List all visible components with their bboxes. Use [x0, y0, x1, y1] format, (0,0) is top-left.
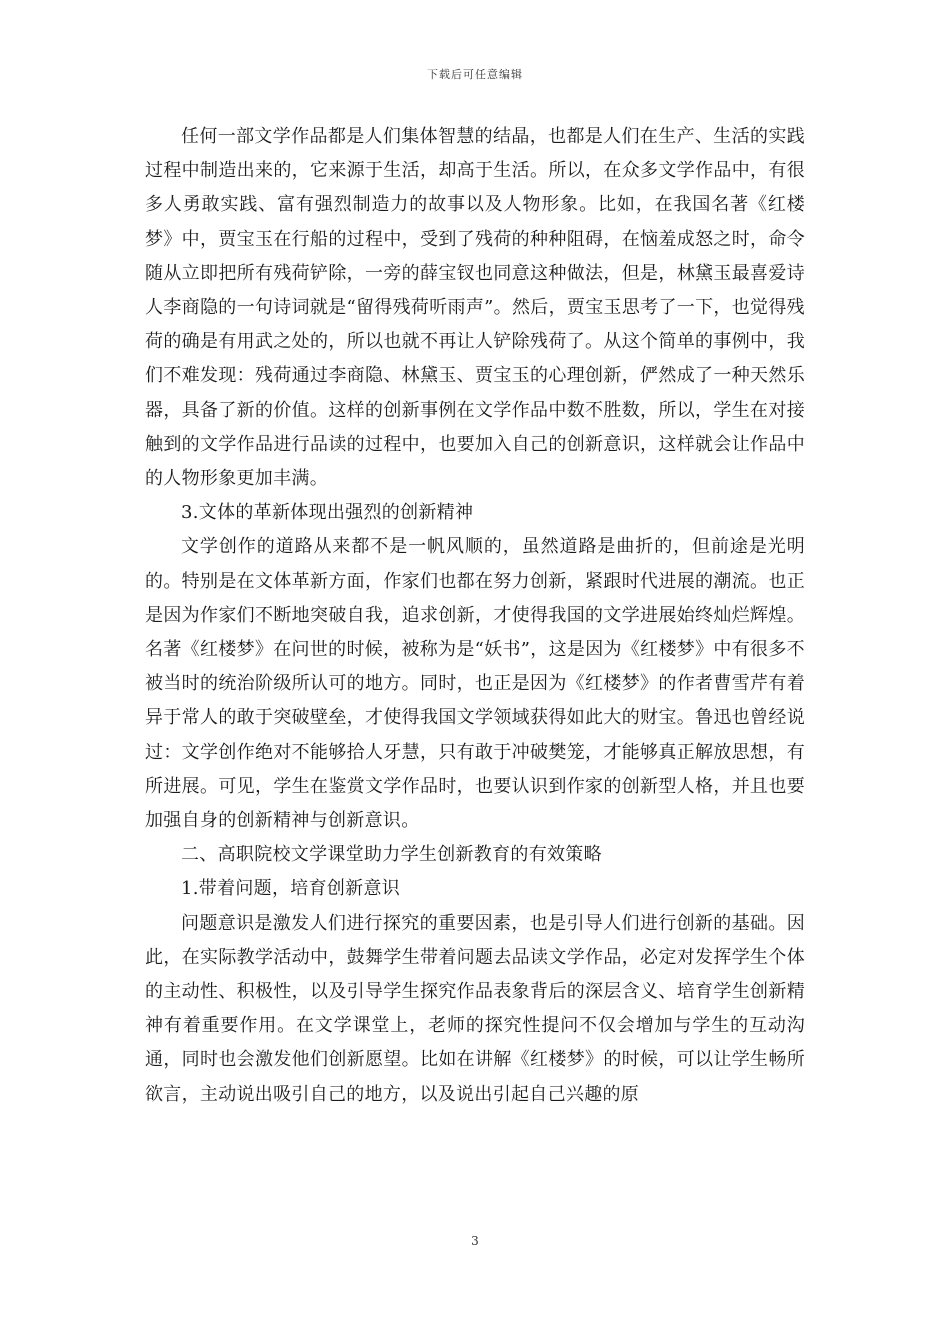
page-number: 3: [471, 1234, 479, 1248]
body-paragraph: 问题意识是激发人们进行探究的重要因素，也是引导人们进行创新的基础。因此，在实际教学活动中，鼓舞学生带着问题去品读文学作品，必定对发挥学生个体的主动性、积极性，以及引导学生探究作品表象背后的深层含义、培育学生创新精神有着重要作用。在文学课堂上，老师的探究性提问不仅会增加与学生的互动沟通，同时也会激发他们创新愿望。比如在讲解《红楼梦》的时候，可以让学生畅所欲言，主动说出吸引自己的地方，以及说出引起自己兴趣的原: [145, 912, 805, 1105]
section-heading: 二、高职院校文学课堂助力学生创新教育的有效策略: [181, 844, 602, 866]
section-heading: 3.文体的革新体现出强烈的创新精神: [181, 502, 474, 524]
subsection-heading: 1.带着问题，培育创新意识: [181, 878, 401, 900]
page-header: 下载后可任意编辑: [427, 68, 523, 81]
document-body: [145, 120, 805, 1112]
body-paragraph: 任何一部文学作品都是人们集体智慧的结晶，也都是人们在生产、生活的实践过程中制造出来的，它来源于生活，却高于生活。所以，在众多文学作品中，有很多人勇敢实践、富有强烈制造力的故事以及人物形象。比如，在我国名著《红楼梦》中，贾宝玉在行船的过程中，受到了残荷的种种阻碍，在恼羞成怒之时，命令随从立即把所有残荷铲除，一旁的薛宝钗也同意这种做法，但是，林黛玉最喜爱诗人李商隐的一句诗词就是“留得残荷听雨声”。然后，贾宝玉思考了一下，也觉得残荷的确是有用武之处的，所以也就不再让人铲除残荷了。从这个简单的事例中，我们不难发现：残荷通过李商隐、林黛玉、贾宝玉的心理创新，俨然成了一种天然乐器，具备了新的价值。这样的创新事例在文学作品中数不胜数，所以，学生在对接触到的文学作品进行品读的过程中，也要加入自己的创新意识，这样就会让作品中的人物形象更加丰满。: [145, 126, 805, 490]
body-paragraph: 文学创作的道路从来都不是一帆风顺的，虽然道路是曲折的，但前途是光明的。特别是在文体革新方面，作家们也都在努力创新，紧跟时代进展的潮流。也正是因为作家们不断地突破自我，追求创新，才使得我国的文学进展始终灿烂辉煌。名著《红楼梦》在问世的时候，被称为是“妖书”，这是因为《红楼梦》中有很多不被当时的统治阶级所认可的地方。同时，也正是因为《红楼梦》的作者曹雪芹有着异于常人的敢于突破壁垒，才使得我国文学领域获得如此大的财宝。鲁迅也曾经说过：文学创作绝对不能够拾人牙慧，只有敢于冲破樊笼，才能够真正解放思想，有所进展。可见，学生在鉴赏文学作品时，也要认识到作家的创新型人格，并且也要加强自身的创新精神与创新意识。: [145, 536, 805, 832]
